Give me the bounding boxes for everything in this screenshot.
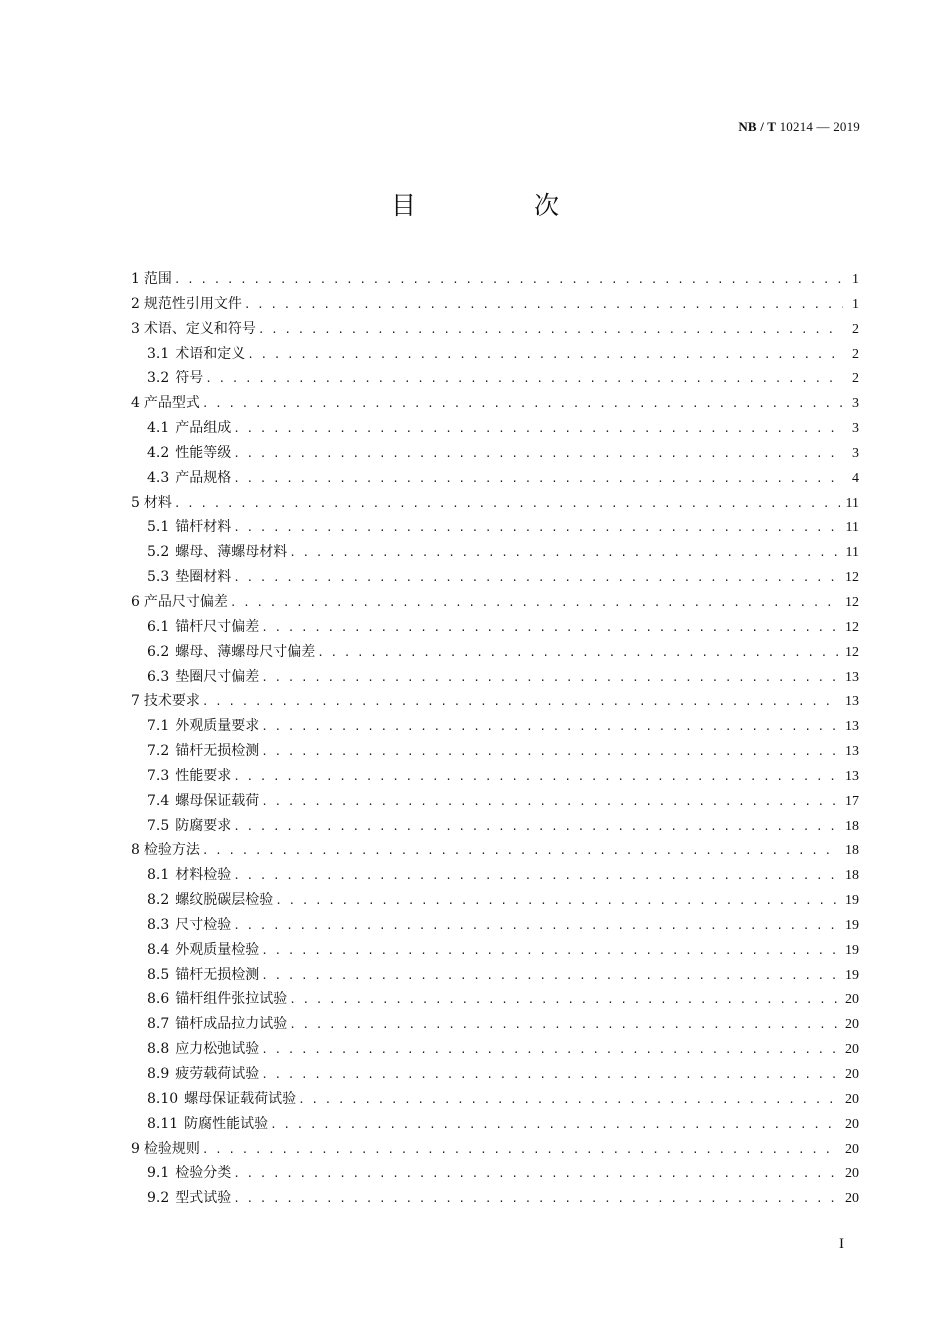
toc-entry-label: [131, 267, 172, 292]
toc-entry-number: 9: [131, 1140, 140, 1157]
toc-entry-page: 20: [845, 1017, 859, 1033]
toc-entry-number: 8.10: [147, 1090, 179, 1107]
toc-dot-leader: [289, 541, 839, 566]
toc-entry-label: [131, 838, 200, 863]
toc-entry-text: 型式试验: [175, 1190, 232, 1207]
toc-entry-text: 锚杆无损检测: [175, 966, 260, 983]
toc-entry-number: 9.2: [147, 1190, 170, 1207]
toc-entry-page: 12: [845, 644, 859, 660]
toc-entry-page: 19: [845, 942, 859, 958]
toc-entry-label: [147, 888, 273, 913]
toc-entry[interactable]: [131, 1012, 859, 1037]
toc-entry-page: 2: [852, 346, 859, 362]
toc-dot-leader: [233, 1187, 839, 1212]
toc-entry[interactable]: [131, 689, 859, 714]
toc-entry-page: 19: [845, 893, 859, 909]
toc-dot-leader: [205, 367, 843, 392]
toc-entry[interactable]: [131, 366, 859, 391]
toc-entry-label: [147, 342, 245, 367]
toc-entry-page: 13: [845, 768, 859, 784]
toc-dot-leader: [261, 964, 839, 989]
toc-dot-leader: [233, 566, 839, 591]
toc-entry-page: 20: [845, 1141, 859, 1157]
toc-entry-number: 7: [131, 693, 140, 710]
toc-entry-number: 8.8: [147, 1041, 170, 1058]
toc-entry-number: 7.1: [147, 718, 170, 735]
toc-entry-label: [147, 1186, 231, 1211]
toc-entry-label: [131, 391, 200, 416]
toc-entry-page: 20: [845, 1067, 859, 1082]
toc-entry[interactable]: [131, 615, 859, 640]
toc-entry-label: [147, 963, 259, 988]
toc-entry-text: 性能等级: [175, 444, 232, 461]
toc-entry[interactable]: [131, 565, 859, 590]
toc-entry-text: 术语和定义: [175, 345, 246, 362]
toc-dot-leader: [261, 616, 839, 641]
toc-entry-label: [147, 739, 259, 764]
toc-dot-leader: [174, 492, 840, 517]
toc-entry-number: 8.5: [147, 966, 170, 983]
toc-dot-leader: [261, 715, 839, 740]
toc-entry[interactable]: [131, 764, 859, 789]
toc-entry-page: 12: [845, 570, 859, 586]
toc-entry-page: 20: [845, 1091, 859, 1107]
toc-entry-label: [131, 590, 228, 615]
toc-entry-number: 8.11: [147, 1115, 179, 1132]
toc-entry-page: 20: [845, 1116, 859, 1132]
toc-entry-label: [147, 665, 259, 690]
toc-entry-text: 性能要求: [175, 767, 232, 784]
toc-dot-leader: [202, 839, 839, 864]
toc-entry-text: 螺母保证载荷试验: [184, 1090, 297, 1107]
toc-entry-text: 螺母、薄螺母尺寸偏差: [175, 643, 316, 660]
toc-entry-label: [147, 1087, 296, 1112]
toc-dot-leader: [317, 641, 839, 666]
toc-entry-text: 检验分类: [175, 1165, 232, 1182]
toc-entry-number: 8.4: [147, 941, 170, 958]
toc-dot-leader: [174, 268, 843, 293]
toc-entry-number: 4.3: [147, 469, 170, 486]
toc-dot-leader: [202, 690, 839, 715]
toc-dot-leader: [289, 1013, 839, 1038]
toc-entry-text: 产品尺寸偏差: [143, 593, 228, 610]
toc-entry-page: 11: [845, 520, 859, 536]
toc-entry[interactable]: [131, 491, 859, 516]
toc-entry-text: 检验规则: [143, 1140, 200, 1157]
toc-entry-label: [147, 466, 231, 491]
toc-entry-number: 6.2: [147, 643, 170, 660]
toc-entry-label: [147, 987, 287, 1012]
toc-entry-page: 12: [845, 594, 859, 610]
toc-entry-text: 垫圈材料: [175, 569, 232, 586]
toc-entry[interactable]: [131, 1112, 859, 1137]
toc-entry-page: 19: [845, 917, 859, 933]
toc-entry[interactable]: [131, 789, 859, 814]
toc-entry-number: 3.2: [147, 370, 170, 387]
toc-entry[interactable]: [131, 1186, 859, 1211]
toc-entry-page: 1: [852, 272, 859, 287]
toc-entry-label: [147, 540, 287, 565]
toc-entry[interactable]: [131, 1087, 859, 1112]
toc-entry-number: 2: [131, 295, 140, 312]
toc-entry-label: [147, 714, 259, 739]
toc-entry-label: [147, 764, 231, 789]
toc-entry-number: 1: [131, 271, 140, 287]
toc-entry-number: 5: [131, 494, 140, 511]
toc-entry-text: 螺母保证载荷: [175, 792, 260, 809]
toc-entry[interactable]: [131, 590, 859, 615]
toc-dot-leader: [261, 740, 839, 765]
toc-entry[interactable]: [131, 987, 859, 1012]
standard-code: [738, 119, 860, 135]
toc-entry[interactable]: [131, 540, 859, 565]
toc-dot-leader: [233, 864, 839, 889]
toc-entry-page: 13: [845, 719, 859, 735]
page-number: I: [839, 1236, 844, 1252]
toc-entry-text: 符号: [175, 370, 204, 387]
toc-entry-text: 锚杆组件张拉试验: [175, 991, 288, 1008]
toc-entry-text: 锚杆尺寸偏差: [175, 618, 260, 635]
toc-entry-number: 8.2: [147, 892, 170, 909]
toc-entry-number: 8.9: [147, 1066, 170, 1082]
toc-entry-number: 4: [131, 395, 140, 412]
toc-entry-text: 防腐性能试验: [184, 1115, 269, 1132]
toc-entry-page: 3: [852, 421, 859, 437]
toc-dot-leader: [261, 1063, 839, 1088]
toc-dot-leader: [261, 1038, 839, 1063]
toc-entry-text: 产品规格: [175, 469, 232, 486]
toc-entry-text: 术语、定义和符号: [143, 320, 256, 337]
toc-entry[interactable]: [131, 466, 859, 491]
toc-entry-page: 18: [845, 843, 859, 859]
toc-entry-number: 5.2: [147, 544, 170, 561]
toc-entry-number: 8.1: [147, 867, 170, 884]
toc-entry-label: [147, 615, 259, 640]
toc-entry-label: [147, 441, 231, 466]
toc-dot-leader: [233, 516, 839, 541]
toc-dot-leader: [202, 392, 843, 417]
toc-entry-label: [147, 863, 231, 888]
toc-entry-label: [147, 938, 259, 963]
toc-entry-page: 20: [845, 1042, 859, 1058]
toc-dot-leader: [202, 1138, 839, 1163]
toc-entry-number: 5.3: [147, 569, 170, 586]
toc-entry-page: 20: [845, 1191, 859, 1207]
toc-entry[interactable]: [131, 665, 859, 690]
toc-entry-page: 13: [845, 744, 859, 760]
toc-entry-text: 技术要求: [143, 693, 200, 710]
toc-entry[interactable]: [131, 416, 859, 441]
toc-entry-label: [131, 689, 200, 714]
toc-entry-number: 8.7: [147, 1016, 170, 1033]
toc-entry-label: [147, 789, 259, 814]
toc-entry[interactable]: [131, 838, 859, 863]
toc-dot-leader: [233, 815, 839, 840]
toc-entry-page: 19: [845, 967, 859, 983]
toc-entry-number: 9.1: [147, 1165, 170, 1182]
toc-entry-text: 疲劳载荷试验: [175, 1066, 260, 1082]
toc-entry-page: 2: [852, 321, 859, 337]
toc-dot-leader: [261, 666, 839, 691]
toc-entry[interactable]: [131, 913, 859, 938]
toc-entry-label: [147, 366, 203, 391]
toc-entry[interactable]: [131, 888, 859, 913]
toc-entry-page: 20: [845, 1166, 859, 1182]
toc-entry-label: [147, 814, 231, 839]
toc-dot-leader: [289, 988, 839, 1013]
toc-entry[interactable]: [131, 739, 859, 764]
toc-entry-text: 垫圈尺寸偏差: [175, 668, 260, 685]
toc-entry-text: 材料检验: [175, 867, 232, 884]
toc-entry[interactable]: [131, 317, 859, 342]
toc-entry[interactable]: [131, 863, 859, 888]
toc-entry-text: 锚杆成品拉力试验: [175, 1016, 288, 1033]
toc-entry-number: 6.3: [147, 668, 170, 685]
toc-entry-text: 产品组成: [175, 420, 232, 437]
toc-entry-page: 1: [852, 296, 859, 312]
toc-entry-label: [131, 317, 256, 342]
toc-dot-leader: [230, 591, 839, 616]
toc-entry-page: 17: [845, 793, 859, 809]
toc-entry[interactable]: [131, 292, 859, 317]
toc-entry-number: 7.2: [147, 743, 170, 760]
toc-entry-text: 锚杆材料: [175, 519, 232, 536]
toc-entry[interactable]: [131, 1137, 859, 1162]
toc-entry-number: 7.5: [147, 817, 170, 834]
toc-entry[interactable]: [131, 342, 859, 367]
toc-entry-text: 应力松弛试验: [175, 1041, 260, 1058]
toc-entry-page: 13: [845, 669, 859, 685]
toc-entry[interactable]: [131, 1037, 859, 1062]
toc-entry-text: 产品型式: [143, 395, 200, 412]
toc-entry[interactable]: [131, 1161, 859, 1186]
toc-dot-leader: [261, 939, 839, 964]
toc-entry-number: 6.1: [147, 618, 170, 635]
toc-entry[interactable]: [131, 963, 859, 988]
toc-entry-label: [131, 1137, 200, 1162]
toc-entry[interactable]: [131, 1062, 859, 1087]
toc-entry-page: 4: [852, 470, 859, 486]
toc-entry-page: 13: [845, 694, 859, 710]
toc-entry-number: 6: [131, 593, 140, 610]
toc-entry-text: 锚杆无损检测: [175, 743, 260, 760]
toc-entry-number: 7.3: [147, 767, 170, 784]
toc-dot-leader: [275, 889, 839, 914]
toc-entry-page: 3: [852, 396, 859, 412]
toc-entry-label: [131, 491, 172, 516]
toc-entry[interactable]: [131, 391, 859, 416]
toc-title: 目 次: [391, 191, 614, 220]
toc-entry-text: 范围: [143, 271, 172, 287]
toc-entry-page: 3: [852, 445, 859, 461]
toc-entry[interactable]: [131, 938, 859, 963]
toc-entry[interactable]: [131, 515, 859, 540]
toc-entry-number: 4.1: [147, 420, 170, 437]
toc-entry-text: 外观质量要求: [175, 718, 260, 735]
toc-entry[interactable]: [131, 814, 859, 839]
toc-entry-page: 18: [845, 868, 859, 884]
toc-entry-label: [147, 565, 231, 590]
toc-entry-text: 外观质量检验: [175, 941, 260, 958]
toc-dot-leader: [233, 417, 843, 442]
toc-entry-label: [147, 1112, 268, 1137]
toc-entry-text: 防腐要求: [175, 817, 232, 834]
toc-entry-label: [131, 292, 242, 317]
toc-entry-number: 8: [131, 842, 140, 859]
toc-entry-text: 材料: [143, 494, 172, 511]
toc-entry-label: [147, 515, 231, 540]
toc-dot-leader: [244, 293, 843, 318]
standard-number: 10214 — 2019: [779, 119, 860, 134]
toc-entry-label: [147, 640, 315, 665]
toc-entry[interactable]: [131, 640, 859, 665]
toc-entry-page: 11: [845, 495, 859, 511]
toc-entry[interactable]: [131, 441, 859, 466]
table-of-contents: [131, 267, 859, 1211]
toc-entry-number: 3.1: [147, 345, 170, 362]
toc-entry-label: [147, 1161, 231, 1186]
toc-entry-number: 8.6: [147, 991, 170, 1008]
toc-entry-label: [147, 1012, 287, 1037]
toc-entry-label: [147, 416, 231, 441]
toc-entry-number: 3: [131, 320, 140, 337]
toc-entry-number: 4.2: [147, 444, 170, 461]
toc-entry-text: 规范性引用文件: [143, 295, 242, 312]
toc-entry-number: 5.1: [147, 519, 170, 536]
toc-dot-leader: [258, 318, 843, 343]
standard-prefix: NB / T: [738, 119, 777, 134]
toc-entry-label: [147, 913, 231, 938]
toc-entry-label: [147, 1037, 259, 1062]
toc-entry-page: 12: [845, 619, 859, 635]
toc-dot-leader: [233, 467, 843, 492]
toc-entry-label: [147, 1062, 259, 1087]
toc-dot-leader: [247, 343, 843, 368]
toc-entry-text: 检验方法: [143, 842, 200, 859]
toc-dot-leader: [233, 765, 839, 790]
toc-entry-page: 20: [845, 992, 859, 1008]
toc-dot-leader: [233, 442, 843, 467]
toc-entry-text: 螺母、薄螺母材料: [175, 544, 288, 561]
toc-entry-number: 7.4: [147, 792, 170, 809]
toc-entry[interactable]: [131, 267, 859, 292]
toc-dot-leader: [298, 1088, 839, 1113]
toc-entry-text: 尺寸检验: [175, 916, 232, 933]
toc-entry-page: 11: [845, 545, 859, 561]
toc-entry-text: 螺纹脱碳层检验: [175, 892, 274, 909]
toc-entry-number: 8.3: [147, 916, 170, 933]
toc-dot-leader: [233, 1162, 839, 1187]
toc-entry-page: 18: [845, 818, 859, 834]
toc-entry[interactable]: [131, 714, 859, 739]
toc-dot-leader: [233, 914, 839, 939]
toc-dot-leader: [270, 1113, 839, 1138]
toc-dot-leader: [261, 790, 839, 815]
toc-entry-page: 2: [852, 371, 859, 387]
